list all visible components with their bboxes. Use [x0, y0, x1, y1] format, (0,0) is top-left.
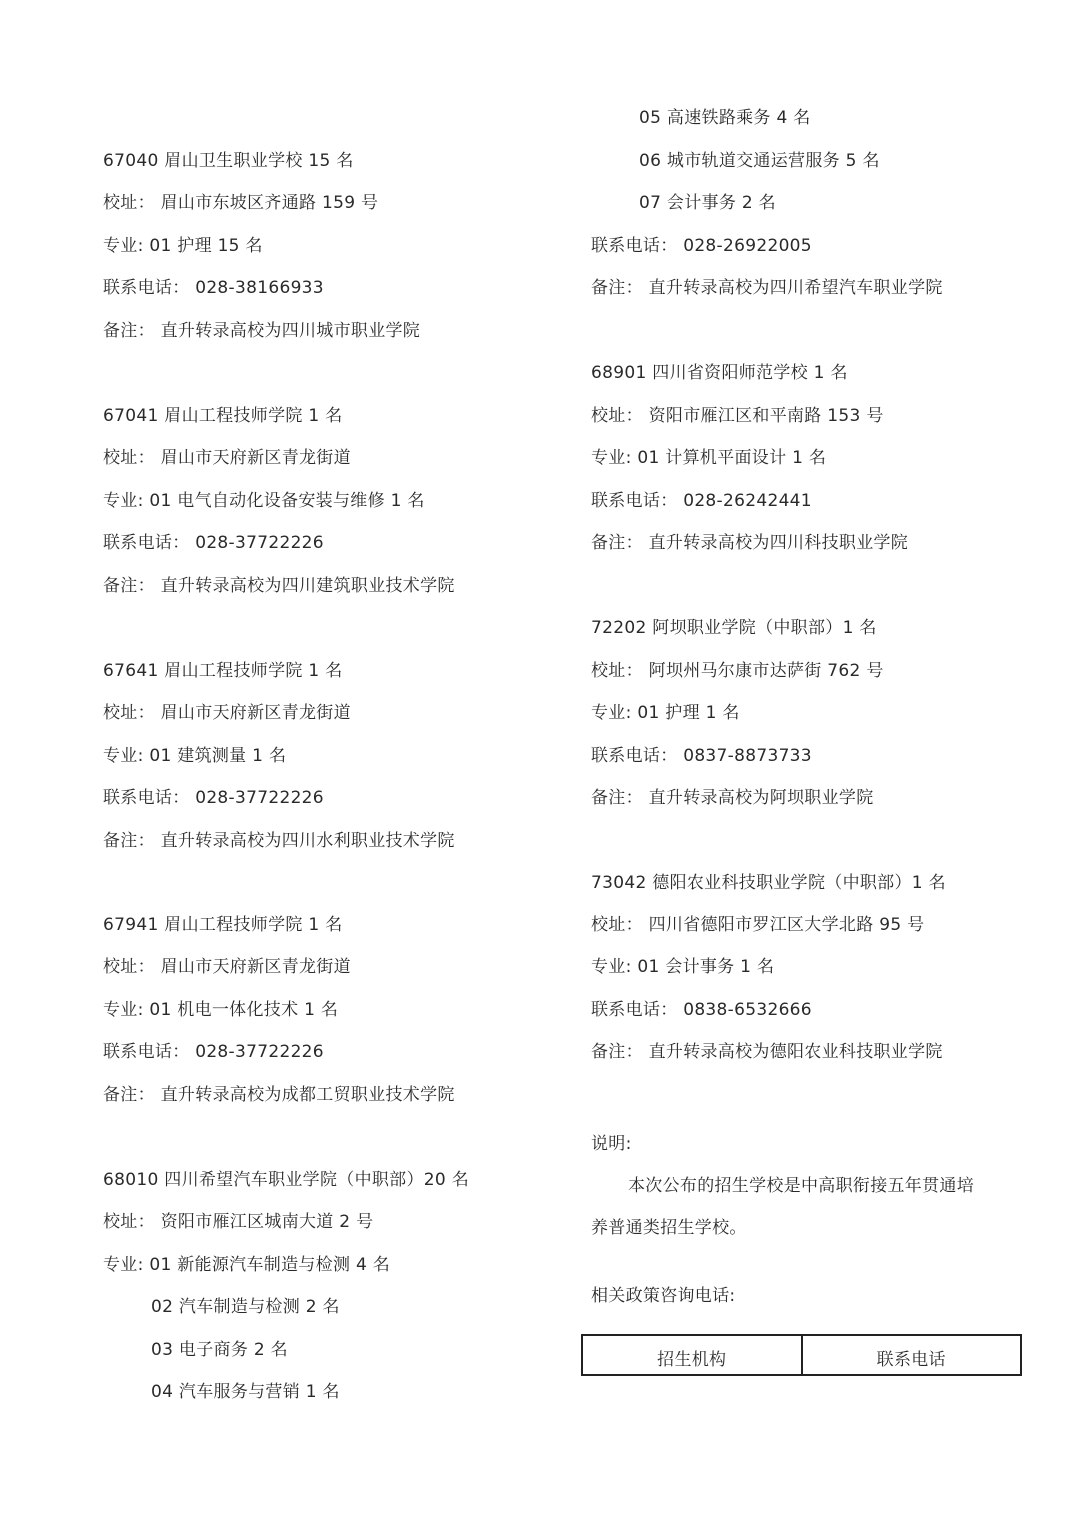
school-code-name: 73042 德阳农业科技职业学院（中职部）1 名	[591, 873, 946, 893]
table-header-institution: 招生机构	[657, 1350, 727, 1370]
school-address: 校址： 资阳市雁江区城南大道 2 号	[103, 1212, 374, 1232]
school-major: 专业: 01 电气自动化设备安装与维修 1 名	[103, 491, 425, 511]
school-note: 备注： 直升转录高校为阿坝职业学院	[591, 788, 874, 808]
school-note: 备注： 直升转录高校为德阳农业科技职业学院	[591, 1042, 943, 1062]
school-note: 备注： 直升转录高校为四川城市职业学院	[103, 321, 421, 341]
school-phone: 联系电话： 028-26242441	[591, 491, 812, 511]
school-major: 专业: 01 护理 1 名	[591, 703, 740, 723]
school-address: 校址： 眉山市东坡区齐通路 159 号	[103, 193, 379, 213]
school-major: 专业: 01 计算机平面设计 1 名	[591, 448, 827, 468]
school-major: 04 汽车服务与营销 1 名	[151, 1382, 340, 1402]
school-code-name: 68010 四川希望汽车职业学院（中职部）20 名	[103, 1170, 470, 1190]
school-note: 备注： 直升转录高校为四川水利职业技术学院	[103, 831, 455, 851]
school-code-name: 72202 阿坝职业学院（中职部）1 名	[591, 618, 877, 638]
school-note: 备注： 直升转录高校为成都工贸职业技术学院	[103, 1085, 455, 1105]
school-phone: 联系电话： 028-37722226	[103, 533, 324, 553]
school-note: 备注： 直升转录高校为四川建筑职业技术学院	[103, 576, 455, 596]
contact-table	[581, 1334, 1022, 1376]
school-code-name: 68901 四川省资阳师范学校 1 名	[591, 363, 848, 383]
explanation-text: 本次公布的招生学校是中高职衔接五年贯通培	[628, 1176, 974, 1196]
school-phone: 联系电话： 028-37722226	[103, 788, 324, 808]
school-note: 备注： 直升转录高校为四川科技职业学院	[591, 533, 909, 553]
school-major: 07 会计事务 2 名	[639, 193, 776, 213]
school-major: 专业: 01 机电一体化技术 1 名	[103, 1000, 339, 1020]
school-phone: 联系电话： 0837-8873733	[591, 746, 812, 766]
school-note: 备注： 直升转录高校为四川希望汽车职业学院	[591, 278, 943, 298]
school-major: 专业: 01 护理 15 名	[103, 236, 263, 256]
school-code-name: 67641 眉山工程技师学院 1 名	[103, 661, 343, 681]
school-code-name: 67040 眉山卫生职业学校 15 名	[103, 151, 354, 171]
school-address: 校址： 眉山市天府新区青龙街道	[103, 448, 351, 468]
school-code-name: 67941 眉山工程技师学院 1 名	[103, 915, 343, 935]
school-phone: 联系电话： 028-38166933	[103, 278, 324, 298]
school-address: 校址： 四川省德阳市罗江区大学北路 95 号	[591, 915, 925, 935]
consult-heading: 相关政策咨询电话:	[591, 1286, 736, 1306]
school-phone: 联系电话： 028-37722226	[103, 1042, 324, 1062]
school-major: 专业: 01 会计事务 1 名	[591, 957, 775, 977]
school-major: 02 汽车制造与检测 2 名	[151, 1297, 340, 1317]
school-code-name: 67041 眉山工程技师学院 1 名	[103, 406, 343, 426]
school-address: 校址： 眉山市天府新区青龙街道	[103, 703, 351, 723]
school-phone: 联系电话： 028-26922005	[591, 236, 812, 256]
school-major: 专业: 01 新能源汽车制造与检测 4 名	[103, 1255, 391, 1275]
explanation-heading: 说明:	[591, 1134, 632, 1154]
school-address: 校址： 资阳市雁江区和平南路 153 号	[591, 406, 884, 426]
table-header-phone: 联系电话	[801, 1336, 1021, 1374]
school-major: 专业: 01 建筑测量 1 名	[103, 746, 287, 766]
school-major: 03 电子商务 2 名	[151, 1340, 288, 1360]
school-major: 05 高速铁路乘务 4 名	[639, 108, 811, 128]
school-phone: 联系电话： 0838-6532666	[591, 1000, 812, 1020]
school-major: 06 城市轨道交通运营服务 5 名	[639, 151, 880, 171]
school-address: 校址： 眉山市天府新区青龙街道	[103, 957, 351, 977]
explanation-text: 养普通类招生学校。	[591, 1218, 747, 1238]
school-address: 校址： 阿坝州马尔康市达萨街 762 号	[591, 661, 884, 681]
